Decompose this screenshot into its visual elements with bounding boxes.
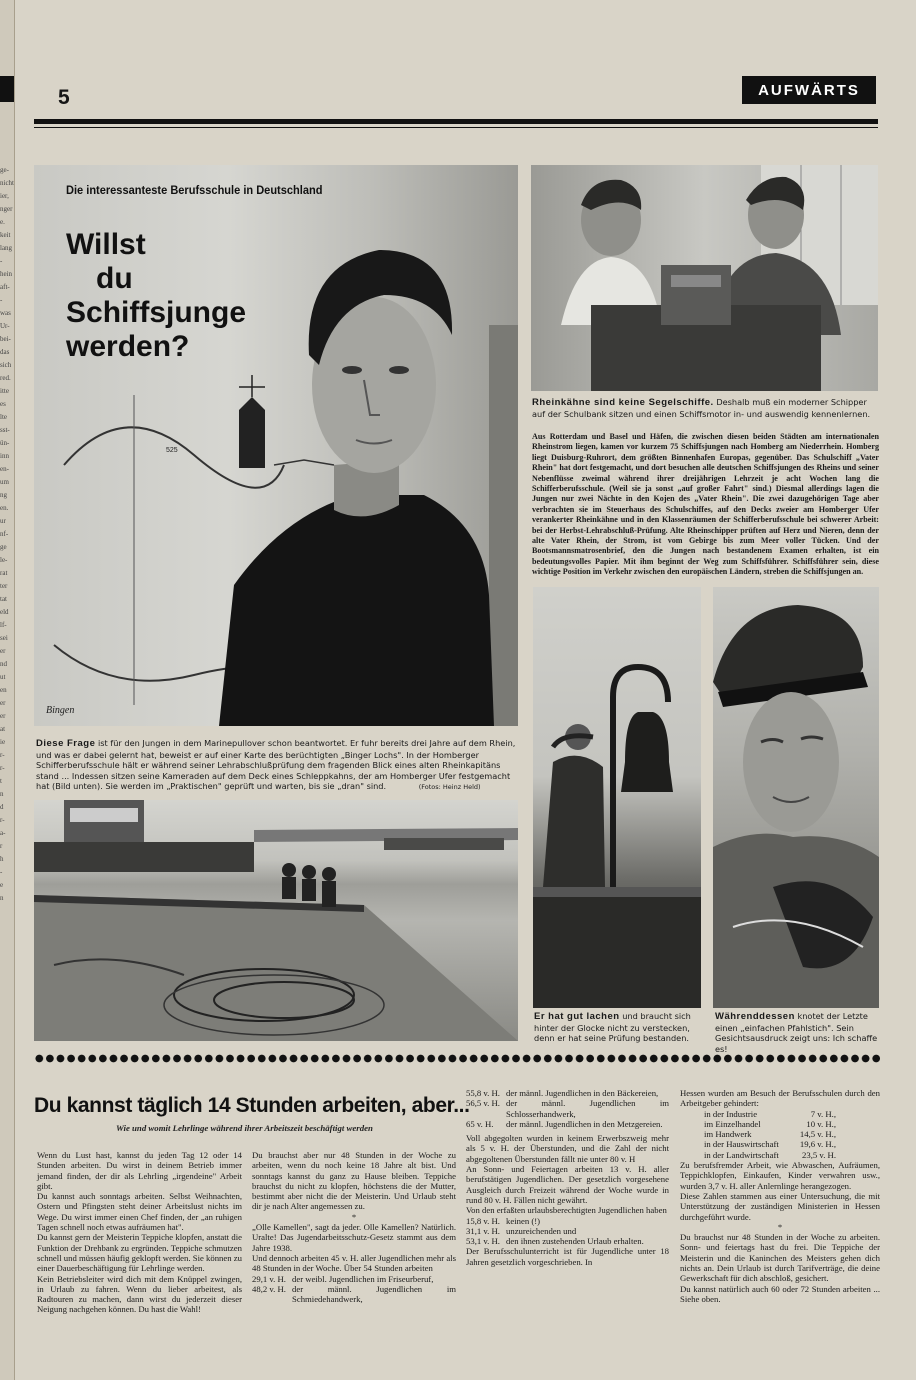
article-subtitle: Wie und womit Lehrlinge während ihrer Arbeitszeit beschäftigt werden bbox=[116, 1123, 373, 1133]
gutter-fragment: r- bbox=[0, 751, 5, 759]
col3-stat-1 bbox=[466, 1088, 669, 1098]
gutter-fragment: r bbox=[0, 842, 3, 850]
col2-para-2: „Olle Kamellen", sagt da jeder. Olle Kamellen? Natürlich. Uralte! Das Jugendarbeitsschutz-Gesetz stammt aus dem Jahre 1938. bbox=[252, 1222, 456, 1253]
feature-headline bbox=[66, 228, 246, 364]
stat-text: der männl. Jugendlichen im Schlosserhandwerk, bbox=[506, 1098, 669, 1119]
table-value: 19,6 v. H., bbox=[799, 1139, 836, 1150]
col2-stat-2 bbox=[252, 1284, 456, 1305]
gutter-fragment: er bbox=[0, 647, 6, 655]
table-value: 7 v. H., bbox=[810, 1108, 836, 1119]
knot-caption-lead: Währenddessen bbox=[715, 1011, 795, 1022]
col2-para-3: Und dennoch arbeiten 45 v. H. aller Jugendlichen mehr als 48 Stunden in der Woche. Über 54 Stunden arbeiten bbox=[252, 1252, 456, 1274]
gutter-fragment: itte bbox=[0, 387, 9, 395]
main-caption-text: ist für den Jungen in dem Marinepullover schon beantwortet. Er fuhr bereits drei Jahre auf dem Rhein, und was er dabei gelernt hat, beweist er auf einer Karte des berüchtigten „Binger Lochs". In der Homberger Schifferberufsschule hält er während seiner Lehrabschlußprüfung dem fragenden Blick eines alten Rheinkapitäns stand ... Indessen sitzen seine Kameraden auf dem Deck eines Schleppkahns, der am Homberger Ufer festgemacht hat (Bild unten). Sie werden im „Praktischen" geprüft und warten, bis sie „dran" sind. bbox=[36, 738, 516, 791]
col4-star: * bbox=[777, 1221, 783, 1232]
photo-credit: (Fotos: Heinz Held) bbox=[418, 783, 481, 791]
classroom-caption-text: Deshalb muß ein moderner Schipper auf der Schulbank sitzen und einen Schiffsmotor in- und auswendig kennenlernen. bbox=[532, 397, 871, 419]
article-column-4 bbox=[680, 1088, 880, 1304]
gutter-fragment: e bbox=[0, 881, 4, 889]
boat-deck-photo bbox=[34, 800, 518, 1041]
gutter-fragment: lte bbox=[0, 413, 7, 421]
stat-value: 48,2 v. H. bbox=[252, 1283, 286, 1294]
gutter-fragment: r- bbox=[0, 764, 5, 772]
stat-text: der männl. Jugendlichen in den Bäckereien, bbox=[506, 1088, 659, 1098]
gutter-fragment: tat bbox=[0, 595, 7, 603]
gutter-fragment: n bbox=[0, 790, 4, 798]
table-label: im Handwerk bbox=[704, 1129, 752, 1140]
gutter-fragment: ng bbox=[0, 491, 7, 499]
header-rule-thin bbox=[34, 127, 878, 128]
col4-para-3: Du brauchst nur 48 Stunden in der Woche zu arbeiten. Sonn- und feiertags hast du frei. Die Teppiche der Meisterin und die Kaninchen des Meisters gehen dich nichts an. Dein Urlaub ist durch Tarifverträge, die deine Gewerkschaft für dich abschloß, gesichert. bbox=[680, 1232, 880, 1284]
table-value: 10 v. H., bbox=[806, 1118, 836, 1129]
gutter-fragment: rat bbox=[0, 569, 8, 577]
gutter-fragment: nd bbox=[0, 660, 7, 668]
gutter-fragment: keit bbox=[0, 231, 11, 239]
gutter-fragment: nicht bbox=[0, 179, 14, 187]
stat-text: der männl. Jugendlichen in den Metzgereien. bbox=[506, 1118, 663, 1129]
table-value: 23,5 v. H. bbox=[802, 1149, 836, 1160]
stat-text: keinen (!) bbox=[506, 1215, 541, 1226]
headline-line-4: werden? bbox=[66, 330, 190, 363]
gutter-fragment: er bbox=[0, 699, 6, 707]
gutter-fragment: sei bbox=[0, 634, 8, 642]
col4-para-1: Zu berufsfremder Arbeit, wie Abwaschen, Aufräumen, Teppichklopfen, Einkaufen, Kinder verwahren usw., wurden 3,7 v. H. aller Anlernlinge herangezogen. bbox=[680, 1160, 880, 1191]
col3-urlaub-2 bbox=[466, 1226, 669, 1236]
col4-table-row bbox=[680, 1109, 880, 1119]
col3-urlaub-1 bbox=[466, 1216, 669, 1226]
stat-value: 65 v. H. bbox=[466, 1118, 494, 1129]
classroom-caption-lead: Rheinkähne sind keine Segelschiffe. bbox=[532, 397, 714, 408]
col3-para-4: Der Berufsschulunterricht ist für Jugendliche unter 18 Jahren gesetzlich vorgeschrieben. In bbox=[466, 1246, 669, 1267]
gutter-fragment: d bbox=[0, 803, 4, 811]
bell-caption bbox=[534, 1011, 702, 1044]
article-column-3 bbox=[466, 1088, 669, 1267]
col1-para-1: Wenn du Lust hast, kannst du jeden Tag 12 oder 14 Stunden arbeiten. Du wirst in deinem Betrieb immer jemand finden, der dir als Lehrling „irgendeine" Arbeit gibt. bbox=[37, 1150, 242, 1191]
stat-text: unzureichenden und bbox=[506, 1225, 577, 1236]
col4-table-row bbox=[680, 1119, 880, 1129]
gutter-tab bbox=[0, 76, 14, 102]
gutter-fragment: eld bbox=[0, 608, 9, 616]
col2-stat-1 bbox=[252, 1274, 456, 1284]
gutter-fragment: at bbox=[0, 725, 6, 733]
gutter-fragment: bei- bbox=[0, 335, 11, 343]
col4-table-row bbox=[680, 1150, 880, 1160]
article-column-2 bbox=[252, 1150, 456, 1304]
gutter-fragment: h bbox=[0, 855, 4, 863]
gutter-fragment: sich bbox=[0, 361, 12, 369]
table-label: in der Landwirtschaft bbox=[704, 1149, 779, 1160]
gutter-fragment: ün- bbox=[0, 439, 10, 447]
gutter-fragment: ur bbox=[0, 517, 6, 525]
stat-value: 15,8 v. H. bbox=[466, 1215, 500, 1226]
gutter-fragment: ge- bbox=[0, 166, 9, 174]
gutter-fragment: ut bbox=[0, 673, 6, 681]
gutter-fragment: lang bbox=[0, 244, 13, 252]
gutter-fragment: n bbox=[0, 894, 4, 902]
gutter-fragment: en- bbox=[0, 465, 9, 473]
stat-text: der weibl. Jugendlichen im Friseurberuf, bbox=[292, 1273, 434, 1284]
gutter-fragment: Ur- bbox=[0, 322, 10, 330]
headline-line-3: Schiffsjunge bbox=[66, 296, 247, 329]
gutter-fragment: nger bbox=[0, 205, 13, 213]
col3-stat-3 bbox=[466, 1119, 669, 1129]
feature-kicker: Die interessanteste Berufsschule in Deutschland bbox=[66, 183, 323, 197]
stat-value: 55,8 v. H. bbox=[466, 1088, 500, 1098]
table-label: im Einzelhandel bbox=[704, 1118, 761, 1129]
knot-caption-text: knotet der Letzte einen „einfachen Pfahlstich". Sein Gesichtsausdruck zeigt uns: Ich schaffe es! bbox=[715, 1011, 878, 1054]
col4-table-row bbox=[680, 1129, 880, 1139]
classroom-illustration bbox=[531, 165, 878, 391]
page-number: 5 bbox=[58, 86, 70, 109]
gutter-fragment: um bbox=[0, 478, 9, 486]
gutter-fragment: ier, bbox=[0, 192, 9, 200]
article-column-1 bbox=[37, 1150, 242, 1315]
table-value: 14,5 v. H., bbox=[799, 1129, 836, 1140]
gutter-fragment: a- bbox=[0, 829, 6, 837]
knot-illustration bbox=[713, 587, 879, 1008]
gutter-fragment: en. bbox=[0, 504, 9, 512]
gutter-fragment: en bbox=[0, 686, 7, 694]
knot-caption bbox=[715, 1011, 880, 1054]
classroom-caption bbox=[532, 397, 879, 419]
headline-line-2: du bbox=[96, 262, 133, 295]
col3-urlaub-3 bbox=[466, 1236, 669, 1246]
map-place-label: Bingen bbox=[46, 705, 75, 716]
headline-line-1: Willst bbox=[66, 228, 146, 261]
gutter-fragment: er bbox=[0, 712, 6, 720]
gutter-fragment: ie bbox=[0, 738, 6, 746]
bell-caption-lead: Er hat gut lachen bbox=[534, 1011, 620, 1022]
table-label: in der Industrie bbox=[704, 1108, 758, 1119]
gutter-fragment: ge bbox=[0, 543, 7, 551]
gutter-fragment: das bbox=[0, 348, 10, 356]
col3-para-3: Von den erfaßten urlaubsberechtigten Jugendlichen haben bbox=[466, 1205, 667, 1216]
col4-table-row bbox=[680, 1139, 880, 1149]
knot-photo bbox=[713, 587, 879, 1008]
gutter-fragment: - bbox=[0, 296, 3, 304]
stat-value: 29,1 v. H. bbox=[252, 1273, 286, 1284]
col1-para-4: Kein Betriebsleiter wird dich mit dem Knüppel zwingen, in Urlaub zu fahren. Wenn du lieber arbeitest, als Radtouren zu machen, dann wirst du jederzeit dieser Neigung nachgehen können. Du hast die Wahl! bbox=[37, 1273, 242, 1315]
map-number-label: 525 bbox=[166, 447, 178, 454]
classroom-photo bbox=[531, 165, 878, 391]
gutter-fragment: sst- bbox=[0, 426, 10, 434]
col4-para-2: Diese Zahlen stammen aus einer Untersuchung, die mit Unterstützung der zuständigen Ministerien in Hessen durchgeführt wurde. bbox=[680, 1190, 880, 1222]
bell-caption-text: und braucht sich hinter der Glocke nicht zu verstecken, denn er hat seine Prüfung bestanden. bbox=[534, 1011, 691, 1043]
gutter-fragment: - bbox=[0, 257, 3, 265]
stat-text: den ihnen zustehenden Urlaub erhalten. bbox=[506, 1236, 644, 1247]
stat-value: 31,1 v. H. bbox=[466, 1225, 500, 1236]
article-title: Du kannst täglich 14 Stunden arbeiten, aber... bbox=[34, 1094, 470, 1117]
intro-text: Aus Rotterdam und Basel und Häfen, die zwischen diesen beiden Städten am internationalen Rheinstrom liegen, kamen vor kurzem 75 Schiffsjungen nach Homberg am Niederrhein. Homberg liegt Duisburg-Ruhrort, dem größten Binnenhafen Europas, gegenüber. Das Schulschiff „Vater Rhein" hat dort festgemacht, und dort besuchen alle deutschen Schiffsjungen des Rheins und seiner Nebenflüsse zweimal während ihrer dreijährigen Lehrzeit je acht Wochen lang die Schifferberufsschule. (Weil sie ja sonst „auf großer Fahrt" sind.) Diesmal allerdings lagen die Jungen nur zwei Nächte in den Kojen des „Vater Rhein". Die zwei dazugehörigen Tage aber verbrachten sie im Steuerhaus des Schulschiffes, auf den Decks zweier am Homberger Ufer verankerter Rheinkähne und in den Klassenräumen der Schifferberufsschule bei schwerer Arbeit: bei der Herbst-Lehrabschluß-Prüfung. Alte Rheinschipper prüften auf Herz und Nieren, denn der alte Vater Rhein, der Strom, ist vom Gebirge bis zum Meer voller Tücken. Und der Bootsmannsmatrosenbrief, den die Jungen nach bestandenem Examen erhalten, ist ein bedeutungsvolles Papier. Mit ihm beginnt der Weg zum Schiffsführer. Schiffsführer sein, diese wichtige Position im Verkehr zwischen den europäischen Ländern, streben die Schiffsjungen an. bbox=[532, 432, 879, 577]
col2-star: * bbox=[351, 1211, 357, 1222]
gutter-fragment: lf- bbox=[0, 621, 7, 629]
stat-value: 56,5 v. H. bbox=[466, 1098, 500, 1109]
bell-photo bbox=[533, 587, 701, 1008]
masthead: AUFWÄRTS bbox=[742, 76, 876, 104]
gutter-fragment: r- bbox=[0, 816, 5, 824]
col1-para-2: Du kannst auch sonntags arbeiten. Selbst Weihnachten, Ostern und Pfingsten steht deiner Arbeitslust nichts im Wege. Du wirst immer einen Chef finden, der „an ruhigen Tagen schnell noch etwas aufräumen hat". bbox=[37, 1191, 242, 1233]
main-caption-lead: Diese Frage bbox=[36, 738, 96, 749]
gutter-fragment: hein bbox=[0, 270, 13, 278]
gutter-fragment: e. bbox=[0, 218, 5, 226]
col2-para-1: Du brauchst aber nur 48 Stunden in der Woche zu arbeiten, wenn du noch keine 18 Jahre alt bist. Und sonntags kannst du ganz zu Hause bleiben. Teppiche brauchst du nicht zu klopfen, höchstens die der Mutter, bestimmt aber nicht die der Meisterin. Und Urlaub steht dir je nach Alter angemessen zu. bbox=[252, 1150, 456, 1212]
gutter-fragment: ter bbox=[0, 582, 8, 590]
main-caption bbox=[36, 738, 518, 793]
header-rule bbox=[34, 119, 878, 124]
gutter-fragment: aft- bbox=[0, 283, 10, 291]
boat-deck-illustration bbox=[34, 800, 518, 1041]
col3-para-2: An Sonn- und Feiertagen arbeiten 13 v. H. aller berufstätigen Jugendlichen. Der gesetzlich vorgesehene Ausgleich durch Freizeit während der Woche wurde in rund 80 v. H. Fällen nicht gewährt. bbox=[466, 1164, 669, 1205]
col3-para-1: Voll abgegolten wurden in keinem Erwerbszweig mehr als 5 v. H. der Überstunden, und die Zahl der nicht abgegoltenen Überstunden fällt nie unter 80 v. H bbox=[466, 1133, 669, 1164]
stat-value: 53,1 v. H. bbox=[466, 1236, 500, 1247]
gutter-fragment: nf- bbox=[0, 530, 9, 538]
bell-illustration bbox=[533, 587, 701, 1008]
dotted-separator bbox=[34, 1053, 880, 1064]
gutter-fragment: inn bbox=[0, 452, 9, 460]
table-label: in der Hauswirtschaft bbox=[704, 1139, 779, 1150]
col3-stat-2 bbox=[466, 1098, 669, 1119]
gutter-fragment: was bbox=[0, 309, 11, 317]
gutter-fragment: es bbox=[0, 400, 6, 408]
gutter-text-fragments bbox=[0, 166, 14, 907]
stat-text: der männl. Jugendlichen im Schmiedehandwerk, bbox=[292, 1283, 456, 1305]
gutter-fragment: - bbox=[0, 868, 3, 876]
col4-intro: Hessen wurden am Besuch der Berufsschulen durch den Arbeitgeber gehindert: bbox=[680, 1088, 880, 1109]
col1-para-3: Du kannst gern der Meisterin Teppiche klopfen, anstatt die Funktion der Drehbank zu ergründen. Teppiche schmutzen schnell und müssen häufig geklopft werden. Sie können zu einer Dauerbeschäftigung für Lehrlinge werden. bbox=[37, 1232, 242, 1274]
gutter-fragment: t bbox=[0, 777, 2, 785]
gutter-fragment: red. bbox=[0, 374, 11, 382]
col4-para-4: Du kannst natürlich auch 60 oder 72 Stunden arbeiten ... Siehe oben. bbox=[680, 1283, 880, 1304]
gutter-fragment: le- bbox=[0, 556, 8, 564]
